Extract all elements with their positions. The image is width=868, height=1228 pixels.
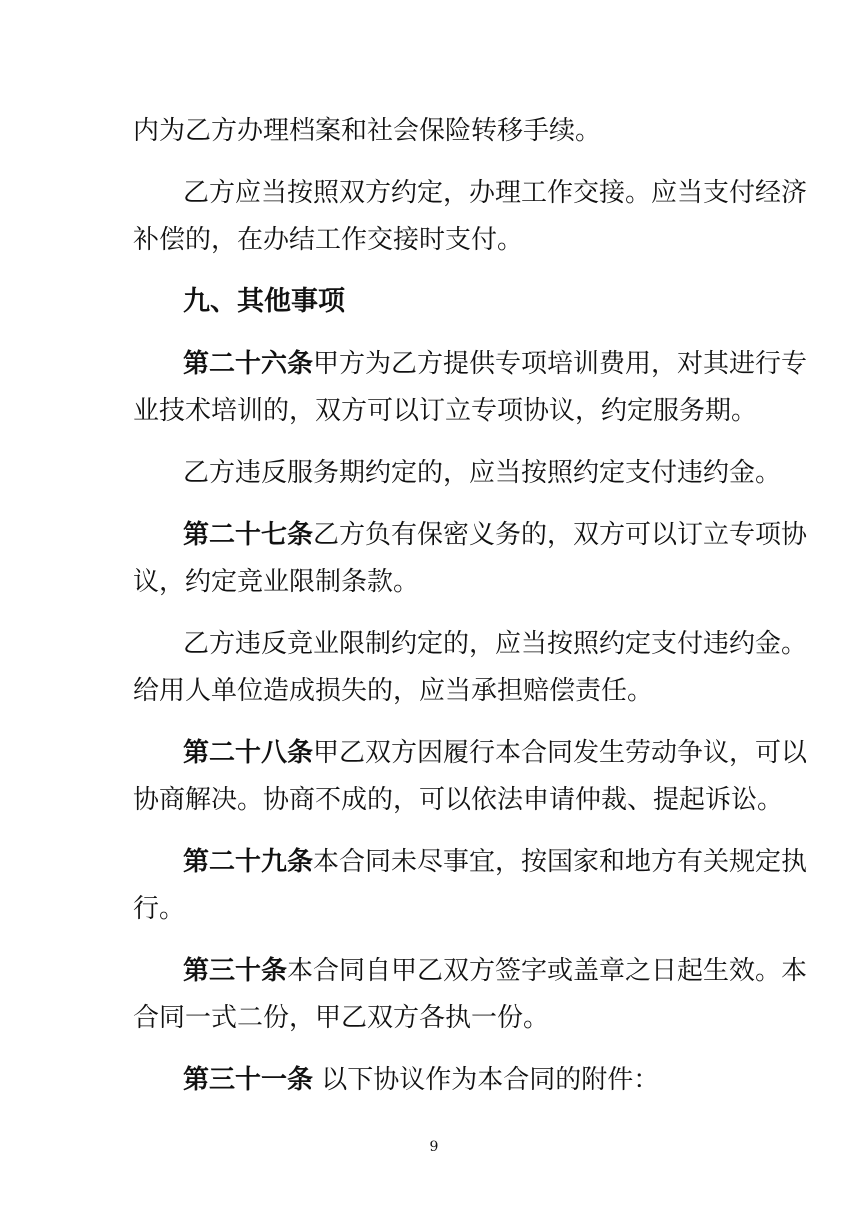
- paragraph-archive-transfer: [133, 116, 601, 146]
- text-line: 行。: [133, 894, 186, 924]
- paragraph-handover-line-1: [183, 178, 807, 208]
- text-line: 乙方负有保密义务的，双方可以订立专项协: [313, 520, 808, 550]
- article-28-line-2: [133, 785, 783, 815]
- text-line: 甲乙双方因履行本合同发生劳动争议，可以: [313, 738, 808, 768]
- article-31-label: 第三十一条: [183, 1065, 314, 1095]
- text-line: 本合同自甲乙双方签字或盖章之日起生效。本: [287, 956, 808, 986]
- text-line: 合同一式二份，甲乙双方各执一份。: [133, 1003, 550, 1033]
- article-27-line-1: [183, 520, 807, 550]
- article-27-line-2: [133, 567, 419, 597]
- article-27-label: 第二十七条: [183, 520, 314, 550]
- paragraph-noncompete-line-2: [133, 676, 653, 706]
- text-line: 以下协议作为本合同的附件：: [313, 1065, 660, 1095]
- paragraph-noncompete-line-1: [183, 629, 807, 659]
- text-line: 议，约定竞业限制条款。: [133, 567, 420, 597]
- text-line: 给用人单位造成损失的，应当承担赔偿责任。: [133, 676, 654, 706]
- article-26-line-2: [133, 396, 757, 426]
- paragraph-handover-line-2: [133, 225, 523, 255]
- article-30-line-2: [133, 1003, 549, 1033]
- article-28-label: 第二十八条: [183, 738, 314, 768]
- article-30-line-1: [183, 956, 807, 986]
- page-number: 9: [429, 1139, 439, 1155]
- text-line: 本合同未尽事宜，按国家和地方有关规定执: [313, 847, 808, 877]
- article-26-label: 第二十六条: [183, 349, 314, 379]
- text-line: 业技术培训的，双方可以订立专项协议，约定服务期。: [133, 396, 758, 426]
- article-31-line-1: [183, 1065, 659, 1095]
- article-26-line-1: [183, 349, 807, 379]
- text-line: 协商解决。协商不成的，可以依法申请仲裁、提起诉讼。: [133, 785, 784, 815]
- text-line: 乙方违反竞业限制约定的，应当按照约定支付违约金。: [183, 629, 808, 659]
- text-line: 补偿的，在办结工作交接时支付。: [133, 225, 524, 255]
- article-30-label: 第三十条: [183, 956, 288, 986]
- text-line: 内为乙方办理档案和社会保险转移手续。: [133, 116, 602, 146]
- article-29-line-1: [183, 847, 807, 877]
- text-line: 乙方应当按照双方约定，办理工作交接。应当支付经济: [183, 178, 808, 208]
- text-line: 甲方为乙方提供专项培训费用，对其进行专: [313, 349, 808, 379]
- paragraph-service-penalty: [183, 458, 781, 488]
- article-29-line-2: [133, 894, 185, 924]
- article-28-line-1: [183, 738, 807, 768]
- text-line: 乙方违反服务期约定的，应当按照约定支付违约金。: [183, 458, 782, 488]
- section-heading: 九、其他事项: [183, 286, 345, 317]
- article-29-label: 第二十九条: [183, 847, 314, 877]
